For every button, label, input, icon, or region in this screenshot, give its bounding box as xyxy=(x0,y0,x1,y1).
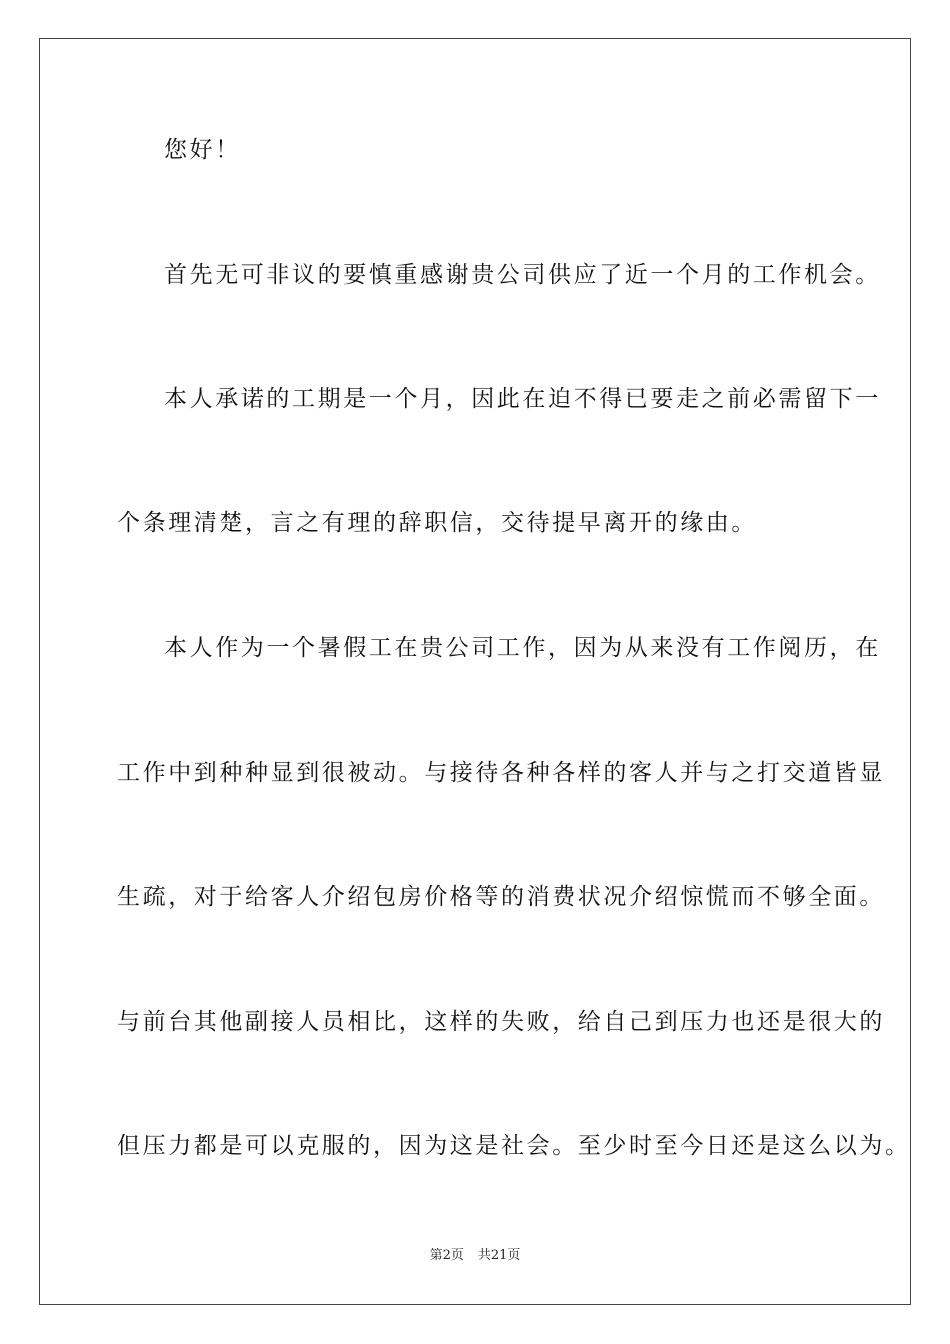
paragraph-line: 本人作为一个暑假工在贵公司工作，因为从来没有工作阅历，在 xyxy=(164,635,881,661)
page-footer xyxy=(0,1247,950,1265)
paragraph-line: 生疏，对于给客人介绍包房价格等的消费状况介绍惊慌而不够全面。 xyxy=(117,884,885,910)
page-number-current: 第2页 xyxy=(429,1248,464,1263)
paragraph-line: 首先无可非议的要慎重感谢贵公司供应了近一个月的工作机会。 xyxy=(164,262,881,288)
greeting-line: 您好！ xyxy=(164,137,241,163)
paragraph-line: 个条理清楚，言之有理的辞职信，交待提早离开的缘由。 xyxy=(117,510,757,536)
paragraph-line: 但压力都是可以克服的，因为这是社会。至少时至今日还是这么以为。 xyxy=(117,1133,911,1159)
paragraph-line: 与前台其他副接人员相比，这样的失败，给自己到压力也还是很大的 xyxy=(117,1009,885,1035)
paragraph-line: 本人承诺的工期是一个月，因此在迫不得已要走之前必需留下一 xyxy=(164,386,881,412)
page-number-total: 共21页 xyxy=(477,1248,521,1263)
page-border xyxy=(39,38,911,1305)
paragraph-line: 工作中到种种显到很被动。与接待各种各样的客人并与之打交道皆显 xyxy=(117,760,885,786)
